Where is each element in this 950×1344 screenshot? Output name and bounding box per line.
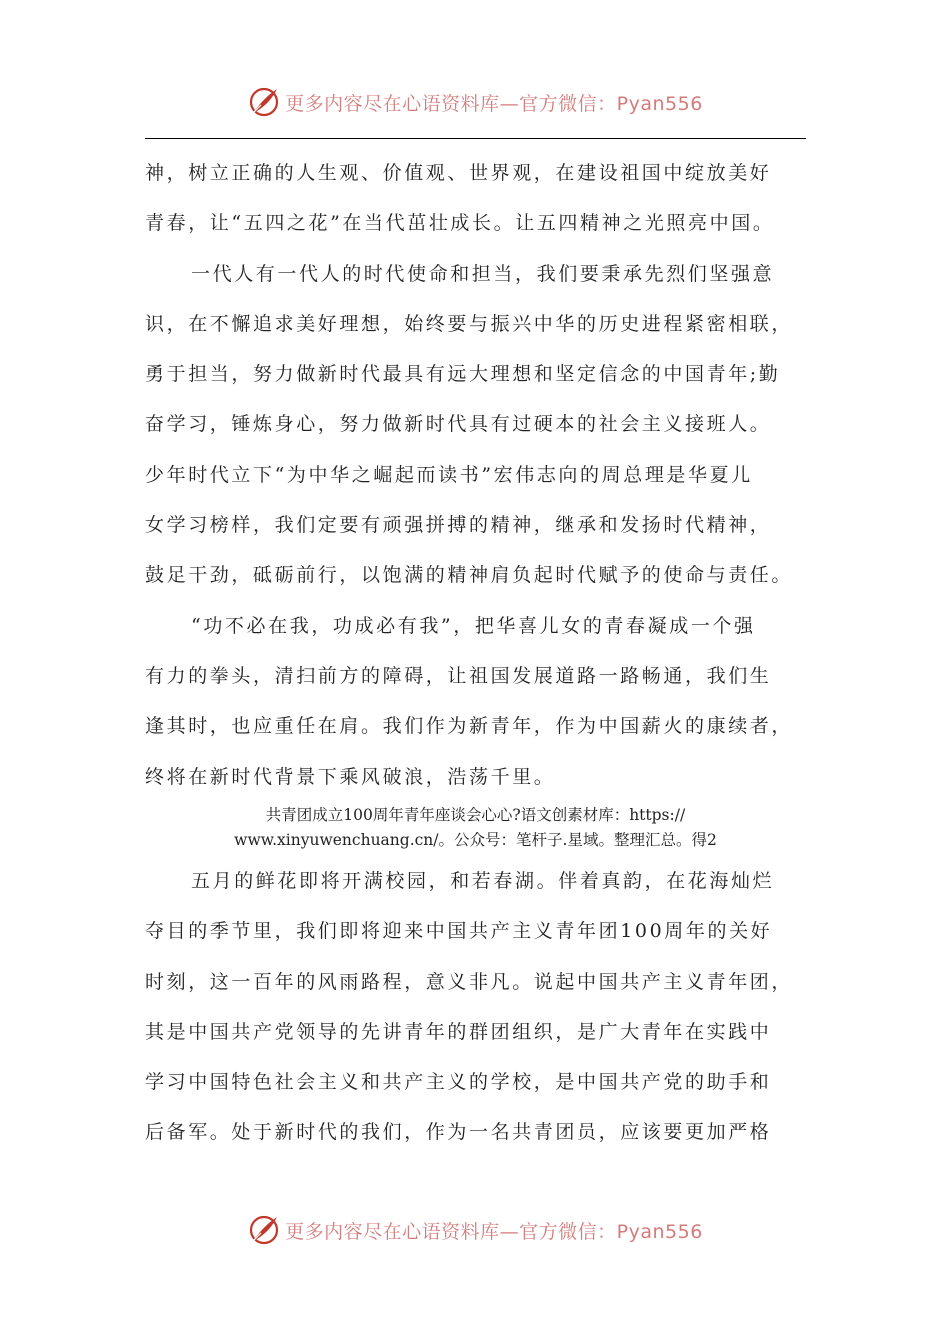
body-line: 其是中国共产党领导的先讲青年的群团组织，是广大青年在实践中 <box>145 1020 772 1043</box>
body-text-part1 <box>145 148 806 802</box>
body-line: 神，树立正确的人生观、价值观、世界观，在建设祖国中绽放美好 <box>145 162 772 184</box>
header-banner <box>0 80 950 124</box>
header-rule <box>145 138 806 139</box>
body-line: “功不必在我，功成必有我”，把华喜儿女的青春凝成一个强 <box>191 614 756 637</box>
body-line: 夺目的季节里，我们即将迎来中国共产主义青年团100周年的关好 <box>145 920 773 943</box>
quill-pen-icon <box>247 85 281 119</box>
banner-text <box>285 89 703 116</box>
body-line: 五月的鲜花即将开满校园，和若春湖。伴着真韵，在花海灿烂 <box>191 870 775 892</box>
body-line: 识，在不懈追求美好理想，始终要与振兴中华的历史进程紧密相联， <box>145 312 794 335</box>
wechat-id: Pyan556 <box>616 92 703 115</box>
body-text-part2 <box>145 856 806 1158</box>
source-caption-line-2: www.xinyuwenchuang.cn/。公众号：笔杆子.星域。整理汇总。得2 <box>234 831 717 849</box>
body-line: 勇于担当，努力做新时代最具有远大理想和坚定信念的中国青年;勤 <box>145 363 781 386</box>
body-line: 一代人有一代人的时代使命和担当，我们要秉承先烈们坚强意 <box>191 262 775 285</box>
body-line: 终将在新时代背景下乘风破浪，浩荡千里。 <box>145 765 556 788</box>
banner-label: 更多内容尽在心语资料库—官方微信： <box>285 1220 617 1243</box>
body-line: 鼓足干劲，砥砺前行，以饱满的精神肩负起时代赋予的使命与责任。 <box>145 564 794 587</box>
wechat-id: Pyan556 <box>616 1220 703 1243</box>
body-line: 逢其时，也应重任在肩。我们作为新青年，作为中国薪火的康续者， <box>145 715 794 738</box>
body-line: 奋学习，锤炼身心，努力做新时代具有过硬本的社会主义接班人。 <box>145 413 772 436</box>
body-line: 青春，让“五四之花”在当代茁壮成长。让五四精神之光照亮中国。 <box>145 212 775 235</box>
banner-text <box>285 1217 703 1244</box>
body-line: 学习中国特色社会主义和共产主义的学校，是中国共产党的助手和 <box>145 1071 772 1094</box>
footer-banner <box>0 1208 950 1252</box>
body-line: 少年时代立下“为中华之崛起而读书”宏伟志向的周总理是华夏儿 <box>145 463 753 486</box>
body-line: 后备军。处于新时代的我们，作为一名共青团员，应该要更加严格 <box>145 1121 772 1144</box>
body-line: 有力的拳头，清扫前方的障碍，让祖国发展道路一路畅通，我们生 <box>145 664 772 687</box>
body-line: 女学习榜样，我们定要有顽强拼搏的精神，继承和发扬时代精神， <box>145 514 772 537</box>
source-caption-line-1: 共青团成立100周年青年座谈会心心?语文创素材库：https:// <box>265 806 686 824</box>
body-line: 时刻，这一百年的风雨路程，意义非凡。说起中国共产主义青年团， <box>145 970 794 993</box>
quill-pen-icon <box>247 1213 281 1247</box>
banner-label: 更多内容尽在心语资料库—官方微信： <box>285 92 617 115</box>
